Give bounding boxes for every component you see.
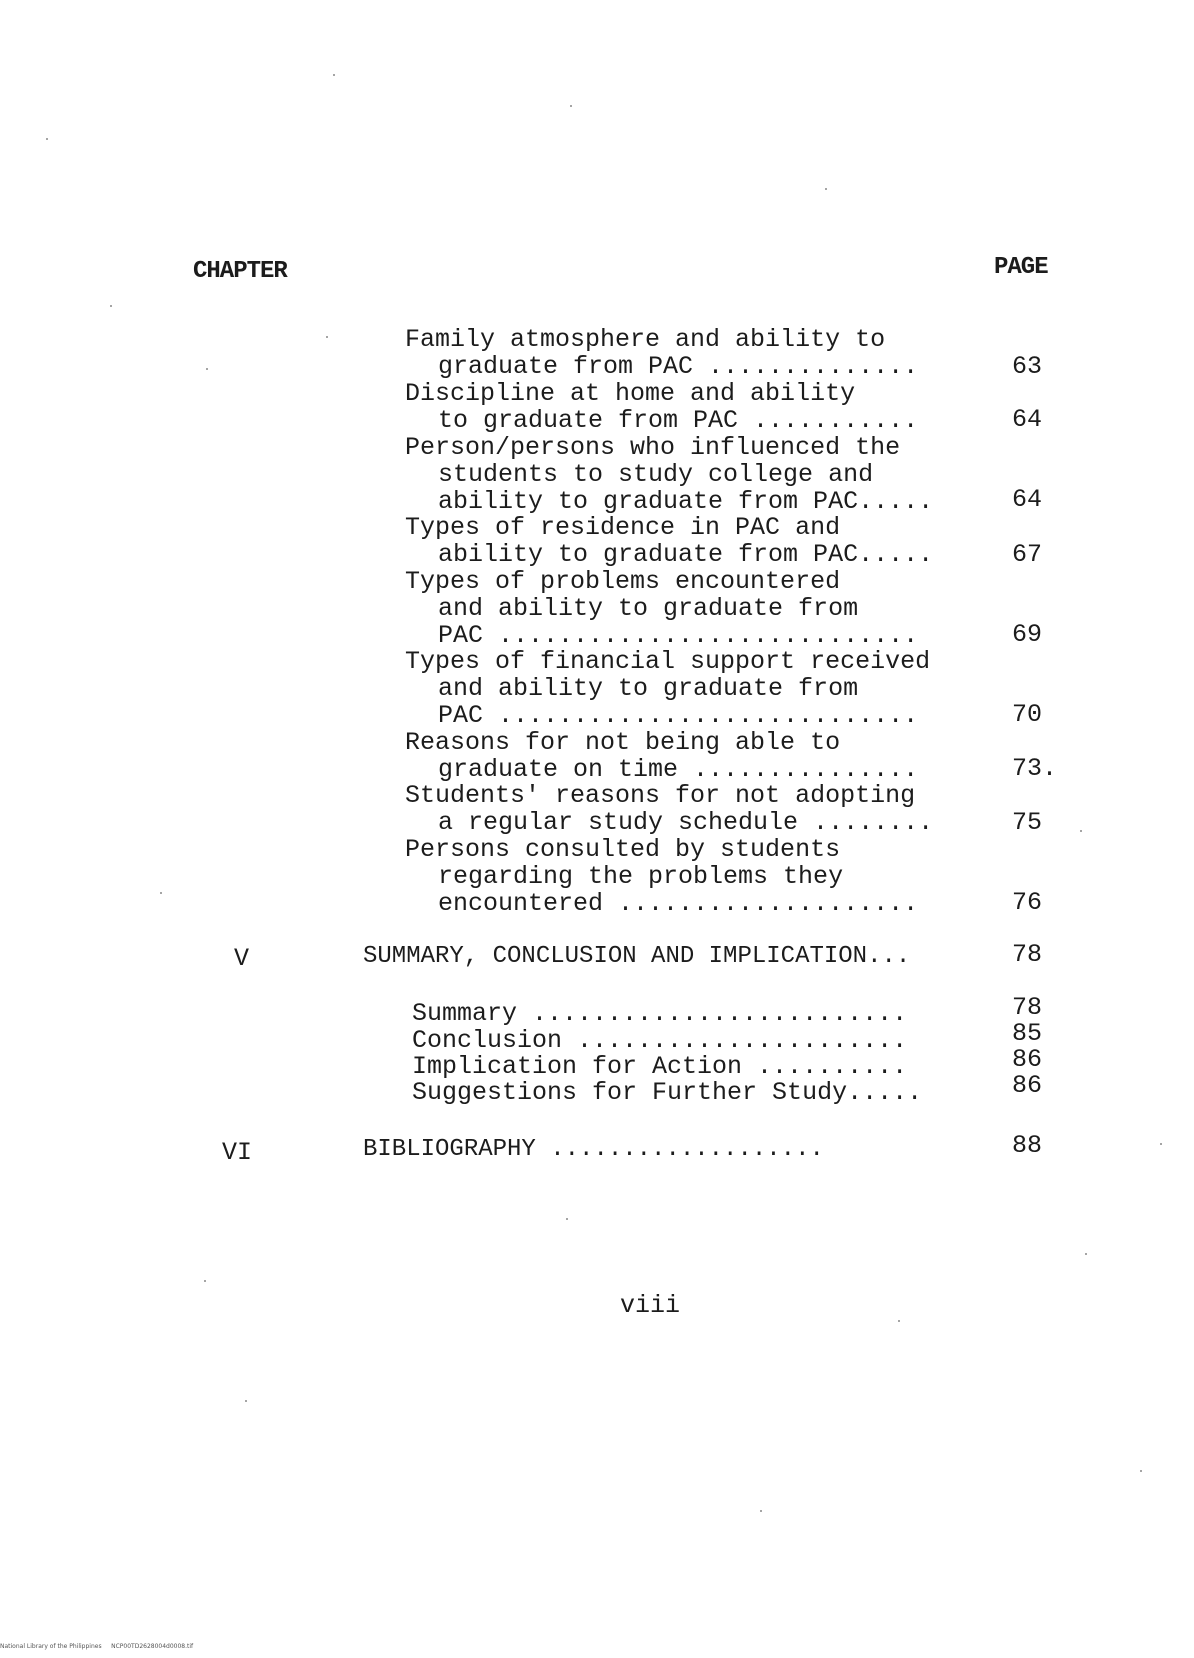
entry-line: graduate from PAC .............. [438, 352, 919, 381]
entry-line: a regular study schedule ........ [438, 808, 934, 837]
toc-entry [405, 729, 970, 783]
entry-line: regarding the problems they [438, 862, 844, 891]
scan-speck [760, 1510, 762, 1512]
scan-speck [1160, 1143, 1162, 1145]
toc-entry [405, 434, 970, 515]
entry-page-number: 64 [1012, 405, 1043, 434]
entry-line: Persons consulted by students [405, 835, 841, 864]
toc-entry [405, 568, 970, 649]
entry-line: Family atmosphere and ability to [405, 325, 886, 354]
entry-line: Types of residence in PAC and [405, 513, 841, 542]
subsection-page-number: 85 [1012, 1019, 1043, 1048]
entry-line: students to study college and [438, 460, 874, 489]
entry-line: encountered .................... [438, 889, 919, 918]
entry-page-number: 70 [1012, 700, 1043, 729]
toc-entry [405, 648, 970, 729]
entry-page-number: 63 [1012, 352, 1043, 381]
entry-line: Types of financial support received [405, 647, 931, 676]
subsection-page-number: 78 [1012, 993, 1043, 1022]
entry-line: to graduate from PAC ........... [438, 406, 919, 435]
entry-page-number: 76 [1012, 888, 1043, 917]
scan-speck [1085, 1253, 1087, 1255]
toc-entry [405, 836, 970, 917]
subsection-page-number: 86 [1012, 1071, 1043, 1100]
entry-line: PAC ............................ [438, 621, 919, 650]
entry-page-number: 67 [1012, 540, 1043, 569]
chapter-page-number: 78 [1012, 940, 1043, 969]
scan-speck [898, 1320, 900, 1322]
scan-speck [333, 74, 335, 76]
scan-speck [206, 368, 208, 370]
scan-speck [110, 305, 112, 307]
scan-speck [326, 336, 328, 338]
scan-speck [1140, 1470, 1142, 1472]
entry-page-number: 64 [1012, 485, 1043, 514]
entry-page-number: 69 [1012, 620, 1043, 649]
entry-line: and ability to graduate from [438, 674, 859, 703]
entry-line: Discipline at home and ability [405, 379, 856, 408]
entry-line: Person/persons who influenced the [405, 433, 901, 462]
entry-page-number: 75 [1012, 808, 1043, 837]
entry-page-number: 73. [1012, 754, 1058, 783]
scan-speck [46, 138, 48, 140]
toc-entry [405, 326, 970, 380]
scan-speck [245, 1400, 247, 1402]
entry-line: graduate on time ............... [438, 755, 919, 784]
scan-speck [566, 1218, 568, 1220]
entry-line: PAC ............................ [438, 701, 919, 730]
entry-line: Reasons for not being able to [405, 728, 841, 757]
subsection-entry: Summary ......................... [412, 999, 908, 1028]
chapter-title: BIBLIOGRAPHY ................... [363, 1136, 824, 1163]
chapter-number: VI [222, 1138, 253, 1167]
chapter-page-number: 88 [1012, 1131, 1043, 1160]
subsection-page-number: 86 [1012, 1045, 1043, 1074]
subsection-entry: Conclusion ...................... [412, 1026, 908, 1055]
scan-speck [570, 105, 572, 107]
chapter-header: CHAPTER [193, 258, 287, 285]
entry-line: Students' reasons for not adopting [405, 781, 916, 810]
entry-line: Types of problems encountered [405, 567, 841, 596]
toc-entry [405, 380, 970, 434]
entry-line: ability to graduate from PAC..... [438, 487, 934, 516]
toc-entry [405, 514, 970, 568]
subsection-entry: Implication for Action .......... [412, 1052, 908, 1081]
scan-speck [160, 892, 162, 894]
entry-line: and ability to graduate from [438, 594, 859, 623]
chapter-title: SUMMARY, CONCLUSION AND IMPLICATION... [363, 943, 911, 970]
page-header: PAGE [994, 254, 1048, 281]
toc-entry [405, 782, 970, 836]
scan-speck [204, 1280, 206, 1282]
scan-footer: National Library of the Philippines NCP00TD2628004d0008.tif [0, 1643, 194, 1650]
entry-line: ability to graduate from PAC..... [438, 540, 934, 569]
page-number: viii [620, 1291, 681, 1320]
chapter-number: V [234, 944, 250, 973]
subsection-entry: Suggestions for Further Study..... [412, 1078, 923, 1107]
scan-speck [1080, 830, 1082, 832]
scan-speck [825, 188, 827, 190]
